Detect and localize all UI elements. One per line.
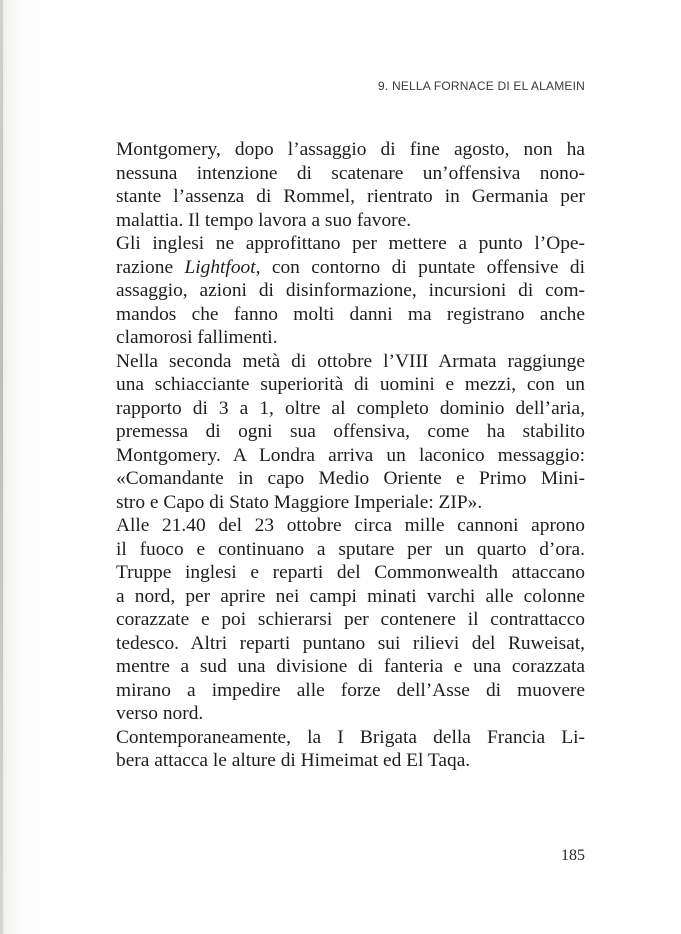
text-line: Gli inglesi ne approfittano per mettere a punto l’Ope- xyxy=(116,233,585,254)
text-line: stante l’assenza di Rommel, rientrato in Germania per xyxy=(116,186,585,207)
text-line: il fuoco e continuano a sputare per un quarto d’ora. xyxy=(116,538,585,560)
text-line: corazzate e poi schierarsi per contenere il contrattacco xyxy=(116,609,585,630)
text-line: Truppe inglesi e reparti del Commonwealth attaccano xyxy=(116,562,585,583)
text-line: verso nord. xyxy=(116,703,204,724)
text-line: tedesco. Altri reparti puntano sui rilievi del Ruweisat, xyxy=(116,632,585,654)
text-line: mirano a impedire alle forze dell’Asse di muovere xyxy=(116,679,585,701)
text-line: assaggio, azioni di disinformazione, incursioni di com- xyxy=(116,280,585,301)
text-line: bera attacca le alture di Himeimat ed El Taqa. xyxy=(116,750,471,771)
page-number: 185 xyxy=(561,847,585,864)
text-line: clamorosi fallimenti. xyxy=(116,327,278,348)
text-line: Contemporaneamente, la I Brigata della Francia Li- xyxy=(116,726,585,748)
text-line: Montgomery, dopo l’assaggio di fine agosto, non ha xyxy=(116,139,585,160)
text-run: razione xyxy=(116,256,185,278)
text-run: , con contorno di puntate offensive di xyxy=(255,256,585,278)
text-line: Nella seconda metà di ottobre l’VIII Armata raggiunge xyxy=(116,350,585,372)
text-line: a nord, per aprire nei campi minati varchi alle colonne xyxy=(116,585,585,607)
text-line xyxy=(116,256,585,280)
text-line: nessuna intenzione di scatenare un’offensiva nono- xyxy=(116,162,585,184)
page-gutter-shadow xyxy=(0,0,3,934)
text-line: rapporto di 3 a 1, oltre al completo dominio dell’aria, xyxy=(116,397,585,419)
text-line: Alle 21.40 del 23 ottobre circa mille cannoni aprono xyxy=(116,515,585,536)
text-line: mandos che fanno molti danni ma registrano anche xyxy=(116,303,585,325)
text-line: Montgomery. A Londra arriva un laconico messaggio: xyxy=(116,444,585,466)
italic-title-lightfoot: Lightfoot xyxy=(184,256,256,278)
body-text xyxy=(116,138,585,773)
text-line: stro e Capo di Stato Maggiore Imperiale: ZIP». xyxy=(116,491,483,513)
running-head: 9. NELLA FORNACE DI EL ALAMEIN xyxy=(378,79,585,93)
text-line: malattia. Il tempo lavora a suo favore. xyxy=(116,209,412,231)
text-line: mentre a sud una divisione di fanteria e una corazzata xyxy=(116,656,585,677)
text-line: una schiacciante superiorità di uomini e mezzi, con un xyxy=(116,374,585,395)
text-line: premessa di ogni sua offensiva, come ha stabilito xyxy=(116,421,585,442)
text-line: «Comandante in capo Medio Oriente e Primo Mini- xyxy=(116,468,585,489)
